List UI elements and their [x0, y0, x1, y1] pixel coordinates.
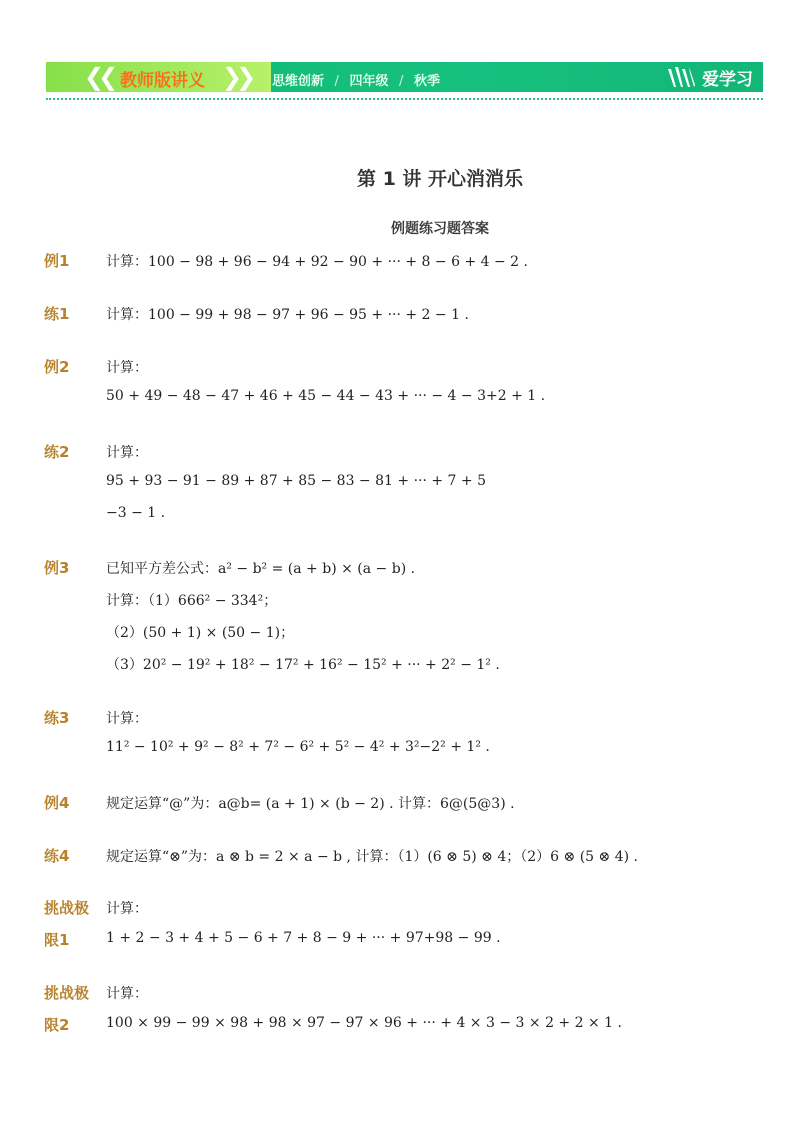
problem-line: 100 × 99 − 99 × 98 + 98 × 97 − 97 × 96 + ··· + 4 × 3 − 3 × 2 + 2 × 1 .	[106, 1015, 622, 1031]
problem-line: 计算：	[106, 445, 148, 461]
problem-line: （3）20² − 19² + 18² − 17² + 16² − 15² + ··· + 2² − 1² .	[106, 657, 500, 673]
problem-line: 计算：（1）666² − 334²；	[106, 593, 278, 609]
header-band	[46, 62, 763, 92]
brand-logo	[666, 64, 753, 90]
problem-line: （2）(50 + 1) × (50 − 1)；	[106, 625, 295, 641]
chevron-left-icon: ❮❮	[84, 63, 113, 91]
breadcrumb-item: 秋季	[413, 74, 440, 89]
problem-label: 限1	[44, 931, 70, 949]
problem-label: 限2	[44, 1016, 70, 1034]
header-divider	[46, 98, 763, 100]
header-title: 教师版讲义	[120, 71, 205, 91]
problem-line: 计算：	[106, 901, 148, 917]
problem-line: 规定运算“@”为：a@b= (a + 1) × (b − 2) . 计算：6@(5@3) .	[106, 796, 515, 812]
breadcrumb-item: 四年级	[349, 74, 389, 89]
problem-line: 11² − 10² + 9² − 8² + 7² − 6² + 5² − 4² + 3²−2² + 1² .	[106, 739, 490, 755]
problem-line: 95 + 93 − 91 − 89 + 87 + 85 − 83 − 81 + ··· + 7 + 5	[106, 473, 486, 489]
problem-line: 计算：	[106, 986, 148, 1002]
problem-line: 1 + 2 − 3 + 4 + 5 − 6 + 7 + 8 − 9 + ··· + 97+98 − 99 .	[106, 930, 501, 946]
brand-mark-icon	[666, 65, 696, 89]
problem-line: −3 − 1 .	[106, 505, 166, 521]
lecture-title: 第 1 讲 开心消消乐	[356, 168, 524, 190]
problem-label: 例1	[44, 252, 70, 270]
problem-label: 例2	[44, 358, 70, 376]
problem-line: 规定运算“⊗”为：a ⊗ b = 2 × a − b , 计算：（1）(6 ⊗ 5) ⊗ 4；（2）6 ⊗ (5 ⊗ 4) .	[106, 849, 638, 865]
chevron-right-icon: ❯❯	[222, 63, 251, 91]
section-title: 例题练习题答案	[391, 221, 489, 237]
problem-line: 计算：	[106, 711, 148, 727]
breadcrumb-separator: /	[399, 74, 404, 89]
problem-label: 练4	[44, 847, 70, 865]
problem-label: 例3	[44, 559, 70, 577]
problem-label: 挑战极	[44, 899, 90, 917]
problem-line: 计算：	[106, 360, 148, 376]
brand-name: 爱学习	[702, 69, 753, 90]
breadcrumb-item: 思维创新	[272, 74, 325, 89]
problem-line: 已知平方差公式：a² − b² = (a + b) × (a − b) .	[106, 561, 416, 577]
problem-line: 50 + 49 − 48 − 47 + 46 + 45 − 44 − 43 + ··· − 4 − 3+2 + 1 .	[106, 388, 546, 404]
breadcrumb	[272, 70, 446, 89]
problem-label: 例4	[44, 794, 70, 812]
problem-label: 练3	[44, 709, 70, 727]
problem-line: 计算：100 − 98 + 96 − 94 + 92 − 90 + ··· + 8 − 6 + 4 − 2 .	[106, 254, 528, 270]
problem-line: 计算：100 − 99 + 98 − 97 + 96 − 95 + ··· + 2 − 1 .	[106, 307, 469, 323]
problem-label: 挑战极	[44, 984, 90, 1002]
problem-label: 练1	[44, 305, 70, 323]
problem-label: 练2	[44, 443, 70, 461]
breadcrumb-separator: /	[334, 74, 339, 89]
